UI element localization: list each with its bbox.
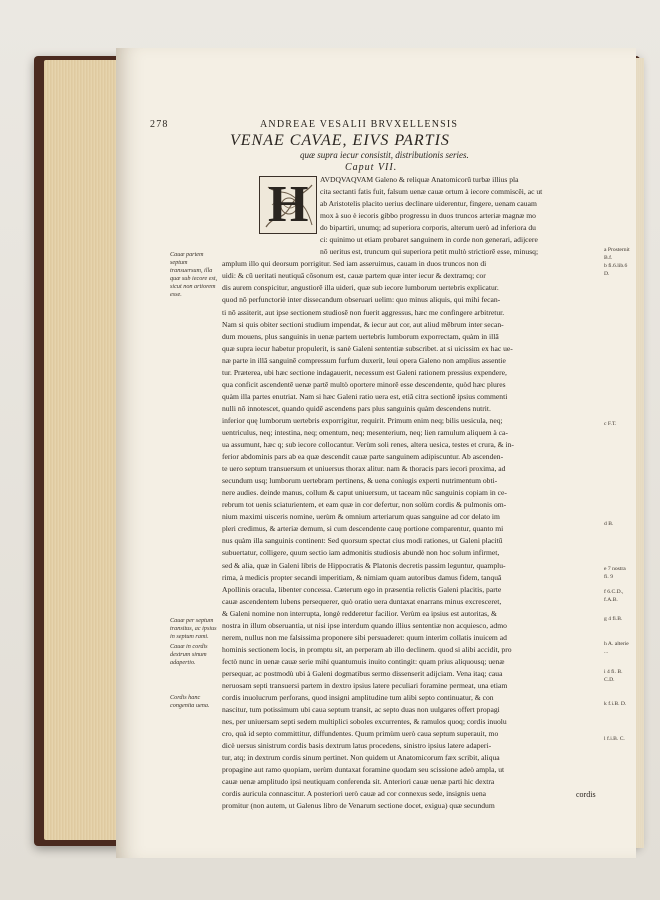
body-line: AVDQVAQVAM Galeno & reliquæ Anatomicorũ turbæ illius pla — [320, 175, 519, 184]
body-line: hominis sectionem locis, in promptu sit, an perperam ab illo declinem. quod si alibi accidit, pro — [222, 644, 512, 654]
body-line: te uero septum transuersum et uniuersus thorax alitur. nam & thoracis pars iecori proxima, ad — [222, 464, 506, 474]
running-head — [150, 119, 590, 133]
margin-note-right: k f.i.B. D. — [604, 701, 627, 707]
margin-note-left: Cordis hanc congenita uena. — [170, 694, 210, 709]
body-text — [222, 174, 598, 812]
body-line: nere audies. deinde manus, collum & caput uniuersum, ut taceam nūc sanguinis copiam in ce- — [222, 488, 507, 498]
body-line: nō ueritus est, truncum qui superiora petit multò strictiorē esse, minusq; — [320, 247, 539, 257]
body-line: propagine aut ramo quopiam, uerùm duntaxat foramine quodam seu scissione adeò ampla, ut — [222, 765, 505, 775]
body-line: cordis inuolucrum perforans, quod insigni amplitudine tum alibi septo continuatur, & con — [222, 693, 494, 703]
body-line: quod nō perfunctoriè inter dissecandum obseruari uelim: quo minus aliquis, qui mihi fecan- — [222, 295, 501, 305]
chapter-number: Caput VII. — [345, 162, 398, 173]
body-line: cordis auricula connascitur. A posteriori uerò cauæ ad cor connexus sede, insignis uena — [222, 789, 487, 799]
body-line: do bipartiri, unumq; ad superiora corporis, alterum uerò ad inferiora du — [320, 223, 536, 233]
margin-note-right: h A. alterie ... — [604, 641, 629, 655]
body-line: dis aurem conspicitur, angustiorē illa uideri, quæ sub iecore lumborum uertebris explicatur. — [222, 283, 499, 293]
body-line: nerem, nullus non me falsissima proponere sibi persuaderet: quum interim collatis inuicem ad — [222, 632, 507, 642]
body-line: nascitur, tum potissimum ubi caua septum transit, ac septo duas non uulgares offert propagi — [222, 705, 500, 715]
body-line: ti nō assiterit, aut ipse sectionem studiosē non fuerit aggressus, hæc me confingere arbitretur. — [222, 307, 505, 317]
body-line: næ parte in illā sanguinē compressum furfum duxerit, leui opera Galeno non amplius assentie — [222, 355, 506, 365]
chapter-title: VENAE CAVAE, EIVS PARTIS — [230, 132, 450, 149]
body-line: fectò nunc in uenæ cauæ serie mihi quantumuis inuito contingit: quam prius aliquousq; uenæ — [222, 656, 505, 666]
body-line: promitur (non autem, ut Galenus libro de Venarum sectione docet, exigua) quæ secundum — [222, 801, 495, 811]
body-line: & Galeni nomine non interrupta, longè redderetur facilior. Verùm ea ipsius est autoritas, & — [222, 608, 497, 618]
body-line: nostra in illum obseruantia, ut nisi ipse interdum quando illius sententiæ non acquiesco, admo — [222, 620, 507, 630]
body-line: mox à suo è iecoris gibbo progressu in duos truncos arteriæ magnæ mo — [320, 211, 536, 221]
body-line: dicè uersus sinistrum cordis basis dextrum latus procedens, sinistro ipsius latere adaperi- — [222, 741, 492, 751]
body-line: ci: quinimo ut etiam probaret sanguinem in corde non generari, adijcere — [320, 235, 538, 245]
margin-note-right: d B. — [604, 521, 614, 527]
body-line: quàm illa partes enutriat. Nam si hæc Galeni ratio uera est, etiã citra sectionē ipsius commenti — [222, 391, 508, 401]
margin-note-right: a Prosternit B.f. — [604, 247, 630, 261]
body-line: uentriculus, neq; intestina, neq; omentum, neq; mesenterium, neq; lien ramulum aliquem à ca- — [222, 427, 508, 437]
margin-note-right: l f.i.B. C. — [604, 736, 625, 742]
body-line: tur. Præterea, ubi hæc sectione indagauerit, necessum est Galeni rationem pressius expendere, — [222, 367, 507, 377]
body-line: quæ supra iecur habetur propulerit, is sanè Galeni sententiæ subscribet. at si uicissim ex hac ue- — [222, 343, 513, 353]
margin-note-right: i 4 fi. B. C.D. — [604, 669, 623, 683]
body-line: nulli nō innotescet, quando quidē ascendens pars plus sanguinis quàm descendens nutrit. — [222, 403, 491, 413]
margin-note-left: Cauæ per septum transitus, ac ipsius in septum rami. — [170, 617, 217, 640]
body-line: neruosam septi transuersi partem in dextro ipsius latere peculiari foramine permeat, una etiam — [222, 680, 508, 690]
body-line: subuertatur, colligere, quum sectio iam admonitis studiosis abundè non hoc solum infirmet, — [222, 548, 500, 558]
body-line: ferior abdominis pars ab ea quæ descendit cauæ parte sanguinem adipiscuntur. Ab ascenden- — [222, 452, 504, 462]
body-line: cauæ ascendentem lubens persequerer, quò oratio uera duntaxat enarrans minus excresceret, — [222, 596, 502, 606]
body-line: rima, à medicis propter secandi imperitiam, & nimiam quam autoribus damus fidem, tanquã — [222, 572, 502, 582]
page-number: 278 — [150, 119, 169, 130]
margin-note-left: Cauæ in cordis dextrum sinum adapertio. — [170, 643, 208, 666]
margin-note-right: c F.T. — [604, 421, 617, 427]
body-line: cauæ uenæ amplitudo ipsi neutiquam conferenda sit. Anteriori cauæ uenæ parti hic dextra — [222, 777, 495, 787]
body-line: persequar, ac postmodù ubi à Galeni dogmatibus sermo dissenserit adijciam. Vena itaq; caua — [222, 668, 503, 678]
chapter-subtitle: quæ supra iecur consistit, distributionis series. — [300, 150, 469, 160]
body-line: secundum usq; lumborum uertebram pertinens, & uena coniugis experti nutrimentum obti- — [222, 476, 498, 486]
body-line: amplum illo qui deorsum porrigitur. Sed iam asseruimus, cauam in duos truncos non di — [222, 259, 487, 269]
margin-note-right: f 6.C.D., f.A.B. — [604, 589, 624, 603]
body-line: qua conficit ascendentē uenæ partē multò oportere minorē esse descendente, quòd hæc plures — [222, 379, 506, 389]
body-line: sed & alia, quæ in Galeni libris de Hippocratis & Platonis decretis passim leguntur, quamplu- — [222, 560, 506, 570]
body-line: inferior quę lumborum uertebris exporrigitur, requirit. Primum enim neq; bilis uesicula, neq; — [222, 415, 503, 425]
body-line: cita sectanti fatis fuit, falsum uenæ cauæ ortum à iecore commiscêi, ac ut — [320, 187, 543, 197]
body-line: dum mouens, plus sanguinis in uenæ partem uertebris lumborum exporrectam, quàm in illā — [222, 331, 499, 341]
body-line: tur, atq; in dextrum cordis sinum pertinet. Non quidem ut Anatomicorum fæx scribit, aliqua — [222, 753, 500, 763]
body-line: pleri credimus, & arteriæ demum, si cum descendente cauę portione comparentur, quanto mi — [222, 524, 504, 534]
body-line: ab Aristotelis placito uerius declinare uiderentur, fingere, uenam cauam — [320, 199, 537, 209]
body-line: Apollinis oracula, libenter concessa. Cæterum ego in præsentia relictis Galeni placitis, parte — [222, 584, 502, 594]
body-line: ua assumunt, hæc q; sub iecore collocantur. Verùm soli renes, altera uesica, testes et crura, & in- — [222, 440, 514, 450]
body-line: nes, per uniuersam septi sedem multiplici soboles excurrentes, & ramulos quoq; cordis inuolu — [222, 717, 507, 727]
body-line: nus quàm illa sanguinis continent: Sed quorsum spectat cius modi rationes, ut Galeni placitū — [222, 536, 503, 546]
catchword: cordis — [576, 790, 596, 799]
body-line: cro, quà id septo committitur, diffundentes. Quum primùm uerò caua septum superauit, mo — [222, 729, 499, 739]
margin-note-left: Cauæ partem septum transuersum, illa quæ sub iecore est, sicut non artiorem esse. — [170, 251, 218, 298]
initial-letter: H — [268, 176, 309, 233]
body-line: Nam si quis obiter sectioni studium impendat, & iecur aut cor, aut aliud mēbrum inter secan- — [222, 319, 504, 329]
margin-note-right: b fi.6.lib.6 D. — [604, 263, 628, 277]
body-line: uidi: & cū ueritati neutiquā cōsonum est, cauæ partem quæ inter iecur & dextramq; cor — [222, 271, 486, 281]
margin-note-right: g 4 fi.B. — [604, 616, 623, 622]
margin-note-right: e 7 nostra fi. 9 — [604, 566, 626, 580]
body-line: nium maximi uisceris nomine, uerùm & omnium arteriarum quas sanguine ad cor delato im — [222, 512, 500, 522]
author-head: ANDREAE VESALII BRVXELLENSIS — [260, 119, 459, 130]
body-line: rebrum tot uenis sciaturientem, et eam quæ in cor defertur, non solùm cordis & pulmonis om- — [222, 500, 507, 510]
